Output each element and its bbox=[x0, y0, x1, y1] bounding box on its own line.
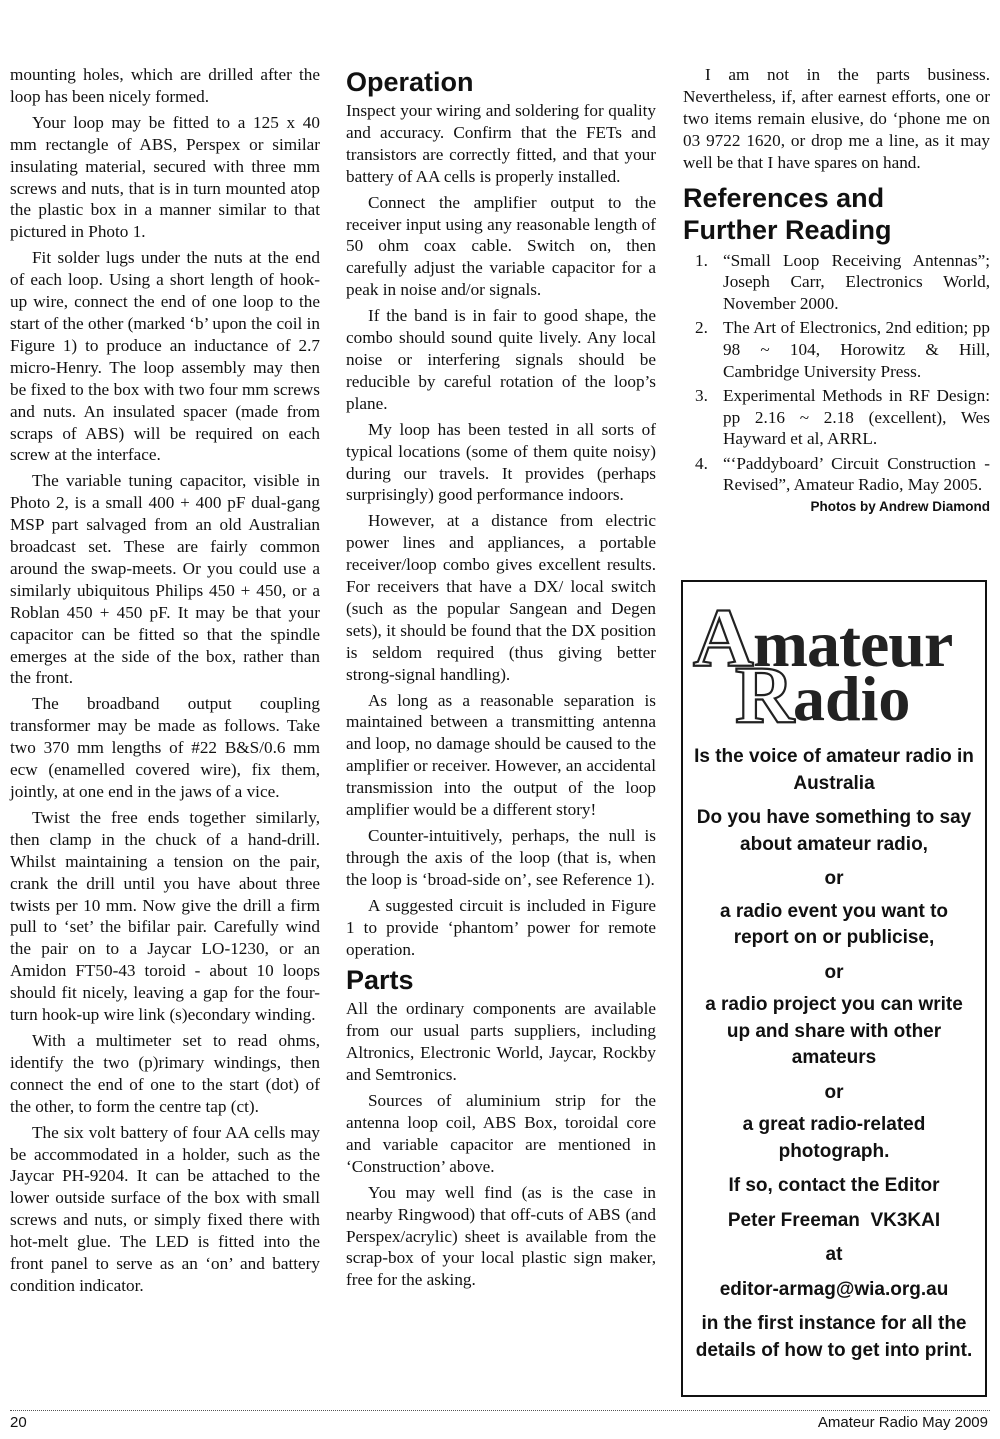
paragraph: The six volt battery of four AA cells may be accommodated in a holder, such as the Jaycar PH-9204. It can be attached to the lower outside surface of the box with small screws and nuts, or simply fixed there with hot-melt glue. The LED is fitted into the front panel to serve as an ‘on’ and battery condition indicator. bbox=[10, 1122, 320, 1295]
paragraph: A suggested circuit is included in Figure 1 to provide ‘phantom’ power for remote operation. bbox=[346, 895, 656, 959]
ad-line: Is the voice of amateur radio in Australia bbox=[694, 746, 974, 794]
ad-or: or bbox=[824, 961, 844, 983]
ad-line: a great radio-related photograph. bbox=[742, 1114, 926, 1162]
amateur-radio-logo bbox=[689, 596, 979, 726]
paragraph: All the ordinary components are available from our usual parts suppliers, including Altronics, Electronic World, Jaycar, Rockby and Semtronics. bbox=[346, 999, 656, 1085]
references-heading bbox=[683, 182, 990, 246]
ad-line: at bbox=[825, 1244, 843, 1265]
paragraph: If the band is in fair to good shape, the combo should sound quite lively. Any local noise or interfering signals should be reducible by careful rotation of the loop’s plane. bbox=[346, 306, 656, 413]
paragraph: Sources of aluminium strip for the antenna loop coil, ABS Box, toroidal core and variable capacitor are mentioned in ‘Construction’ above. bbox=[346, 1091, 656, 1176]
editor-email[interactable]: editor-armag@wia.org.au bbox=[719, 1278, 949, 1300]
paragraph: Fit solder lugs under the nuts at the end of each loop. Using a short length of hook-up wire, connect the end of one loop to the start of the other (marked ‘b’ upon the coil in Figure 1) to produce an inductance of 2.7 micro-Henry. The loop assembly may then be fixed to the box with two four mm screws and nuts. An insulated spacer (made from scraps of ABS) will be required on each screw at the interface. bbox=[10, 248, 320, 465]
paragraph: The variable tuning capacitor, visible in Photo 2, is a small 400 + 400 pF dual-gang MSP part salvaged from an old Australian broadcast set. These are fairly common around the swap-meets. Or you could use a similarly ubiquitous Philips 450 + 450, or a Roblan 450 + 450 pF. It may be that your capacitor can be fitted so that the spindle emerges at the side of the box, rather than the front. bbox=[10, 471, 320, 688]
paragraph: I am not in the parts business. Nevertheless, if, after earnest efforts, one or two items remain elusive, do ‘phone me on 03 9722 1620, or drop me a line, as it may well be that I have spares on hand. bbox=[683, 65, 990, 172]
paragraph: Connect the amplifier output to the receiver input using any reasonable length of 50 ohm coax cable. Switch on, then carefully adjust the variable capacitor for a peak in noise and/or signals. bbox=[346, 192, 656, 300]
page-number: 20 bbox=[10, 1414, 27, 1431]
paragraph: My loop has been tested in all sorts of typical locations (some of them quite noisy) during our travels. It provides (perhaps surprisingly) good performance indoors. bbox=[346, 419, 656, 505]
ad-line: in the first instance for all the details of how to get into print. bbox=[695, 1313, 973, 1361]
references-heading-line2: Further Reading bbox=[683, 214, 892, 245]
paragraph: With a multimeter set to read ohms, identify the two (p)rimary windings, then connect the end of one to the start (dot) of the other, to form the centre tap (ct). bbox=[10, 1030, 320, 1116]
list-item: 3. Experimental Methods in RF Design: pp 2.16 ~ 2.18 (excellent), Wes Hayward et al, ARRL. bbox=[695, 386, 990, 449]
photo-credit: Photos by Andrew Diamond bbox=[810, 499, 990, 515]
paragraph: The broadband output coupling transformer may be made as follows. Take two 370 mm lengths of #22 B&S/0.6 mm ecw (enamelled covered wire), fix them, jointly, at one end in the jaws of a vice. bbox=[10, 694, 320, 801]
logo-letter-r: R bbox=[735, 649, 795, 726]
ad-or: or bbox=[824, 1081, 844, 1103]
editor-name: Peter Freeman VK3KAI bbox=[727, 1209, 941, 1231]
column-3 bbox=[683, 64, 990, 514]
logo-word-mateur: mateur bbox=[753, 608, 953, 681]
column-2 bbox=[346, 64, 656, 1295]
ad-line: Do you have something to say about amateur radio, bbox=[696, 807, 972, 855]
ad-line: a radio project you can write up and share with other amateurs bbox=[705, 994, 963, 1068]
ad-line: a radio event you want to report on or publicise, bbox=[719, 900, 949, 948]
logo-word-adio: adio bbox=[793, 663, 911, 726]
paragraph: Counter-intuitively, perhaps, the null is through the axis of the loop (that is, when the loop is ‘broad-side on’, see Reference 1). bbox=[346, 826, 656, 889]
paragraph: As long as a reasonable separation is maintained between a transmitting antenna and loop, no damage should be caused to the amplifier or receiver. However, an accidental transmission into the output of the loop amplifier would be a different story! bbox=[346, 690, 656, 820]
paragraph: However, at a distance from electric power lines and appliances, a portable receiver/loop combo gives excellent results. For receivers that have a DX/ local switch (such as the popular Sangean and Degen sets), it should be found that the DX position is seldom required (thus giving better strong-signal handling). bbox=[346, 511, 656, 684]
parts-heading: Parts bbox=[346, 965, 414, 996]
references-heading-line1: References and bbox=[683, 182, 885, 213]
ad-or: or bbox=[824, 868, 844, 889]
references-list bbox=[683, 250, 990, 497]
logo-letter-a: A bbox=[693, 596, 754, 685]
paragraph: Your loop may be fitted to a 125 x 40 mm rectangle of ABS, Perspex or similar insulating material, secured with three mm screws and nuts, that is in turn mounted atop the plastic box in a manner similar to that pictured in Photo 1. bbox=[10, 112, 320, 242]
list-item: 2. The Art of Electronics, 2nd edition; pp 98 ~ 104, Horowitz & Hill, Cambridge University Press. bbox=[695, 318, 990, 381]
paragraph: mounting holes, which are drilled after the loop has been nicely formed. bbox=[10, 65, 320, 106]
amateur-radio-advertisement bbox=[681, 580, 987, 1397]
ad-line: If so, contact the Editor bbox=[728, 1175, 940, 1196]
paragraph: Twist the free ends together similarly, then clamp in the chuck of a hand-drill. Whilst maintaining a tension on the pair, crank the drill until you have about three twists per 10 mm. Now give the drill a firm pull to ‘set’ the bifilar pair. Carefully wind the pair on to a Jaycar LO-1230, or an Amidon FT50-43 toroid - about 10 loops should fit nicely, leaving a gap for the four-turn hook-up wire link (s)econdary winding. bbox=[10, 807, 320, 1025]
footer-divider bbox=[10, 1410, 990, 1411]
paragraph: You may well find (as is the case in nearby Ringwood) that off-cuts of ABS (and Perspex/acrylic) sheet is available from the scrap-box of your local plastic sign maker, free for the asking. bbox=[346, 1182, 656, 1290]
list-item: 4. “‘Paddyboard’ Circuit Construction - Revised”, Amateur Radio, May 2005. bbox=[695, 453, 990, 495]
publication-title: Amateur Radio May 2009 bbox=[817, 1414, 988, 1431]
column-1 bbox=[10, 64, 320, 1301]
list-item: 1. “Small Loop Receiving Antennas”; Joseph Carr, Electronics World, November 2000. bbox=[695, 250, 990, 313]
paragraph: Inspect your wiring and soldering for quality and accuracy. Confirm that the FETs and transistors are correctly fitted, and that your battery of AA cells is properly installed. bbox=[346, 101, 656, 186]
operation-heading: Operation bbox=[346, 67, 474, 97]
